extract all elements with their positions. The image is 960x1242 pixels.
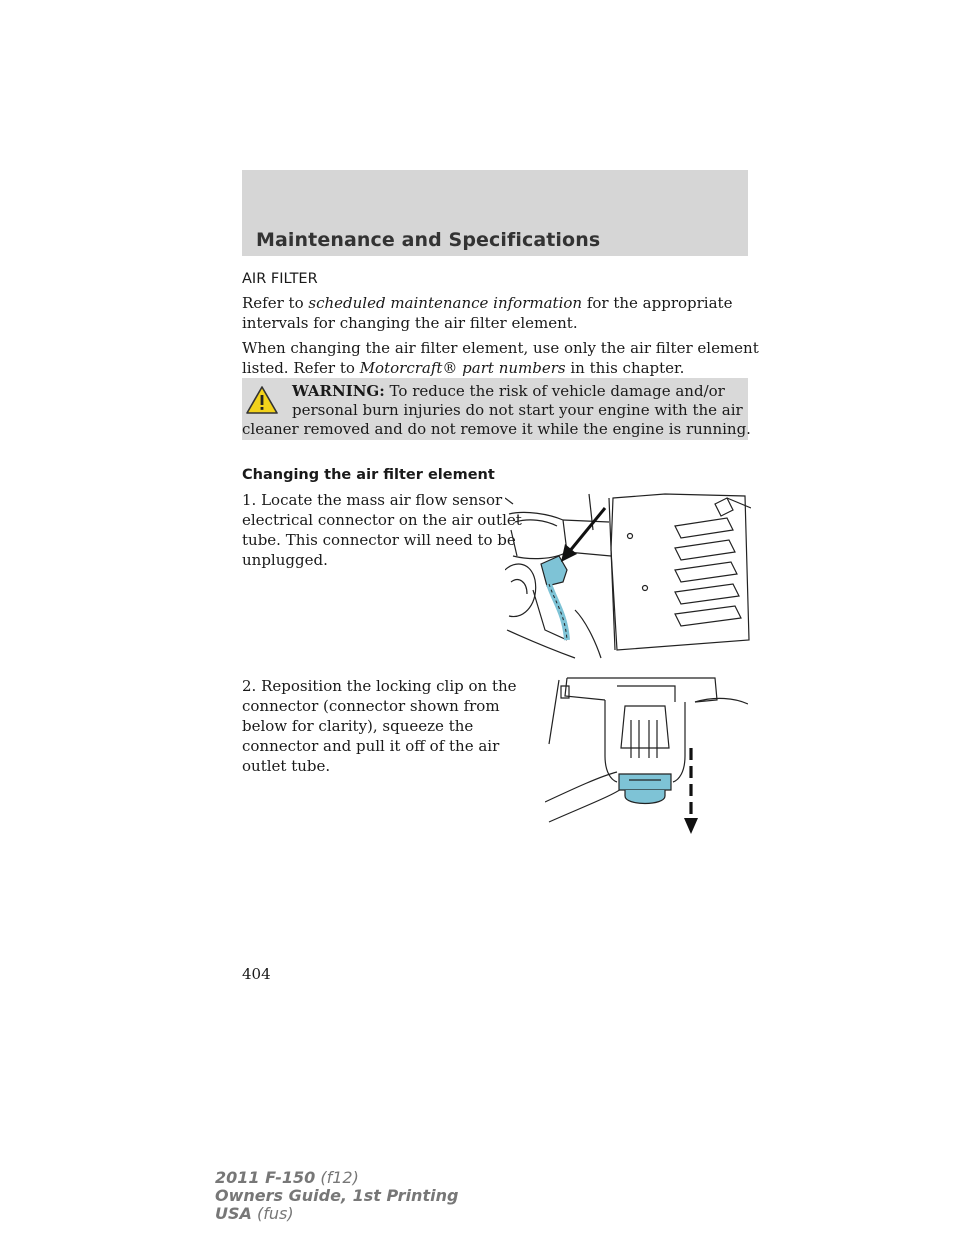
paragraph-line: intervals for changing the air filter element. (242, 314, 578, 332)
warning-triangle-icon (245, 385, 279, 415)
page-number: 404 (242, 965, 271, 983)
step-1-text: tube. This connector will need to be (242, 531, 516, 549)
reference-link-text: Motorcraft® part numbers (359, 359, 566, 377)
section-heading: AIR FILTER (242, 271, 318, 287)
step-2-text: outlet tube. (242, 757, 331, 775)
step-2-text: connector (connector shown from (242, 697, 500, 715)
paragraph-line: When changing the air filter element, use only the air filter element (242, 339, 759, 357)
footer-line: USA (fus) (215, 1204, 294, 1223)
paragraph-line: listed. Refer to Motorcraft® part numbers in this chapter. (242, 359, 685, 377)
warning-text: personal burn injuries do not start your engine with the air (292, 401, 743, 419)
procedure-heading: Changing the air filter element (242, 467, 495, 483)
footer-line: 2011 F-150 (f12) (215, 1168, 359, 1187)
page-title: Maintenance and Specifications (256, 229, 601, 251)
step-1-text: unplugged. (242, 551, 328, 569)
step-1-text: 1. Locate the mass air flow sensor (242, 491, 503, 509)
step-2-text: connector and pull it off of the air (242, 737, 500, 755)
warning-text: cleaner removed and do not remove it while the engine is running. (242, 420, 751, 438)
step-1-text: electrical connector on the air outlet (242, 511, 522, 529)
step-2-text: 2. Reposition the locking clip on the (242, 677, 517, 695)
footer-line: Owners Guide, 1st Printing (215, 1186, 459, 1205)
mass-air-flow-connector-illustration (505, 490, 751, 660)
paragraph-line: Refer to scheduled maintenance information for the appropriate (242, 294, 733, 312)
warning-text: WARNING: To reduce the risk of vehicle damage and/or (292, 382, 725, 400)
step-2-text: below for clarity), squeeze the (242, 717, 474, 735)
reference-link-text: scheduled maintenance information (308, 294, 583, 312)
connector-locking-clip-illustration (545, 676, 748, 834)
